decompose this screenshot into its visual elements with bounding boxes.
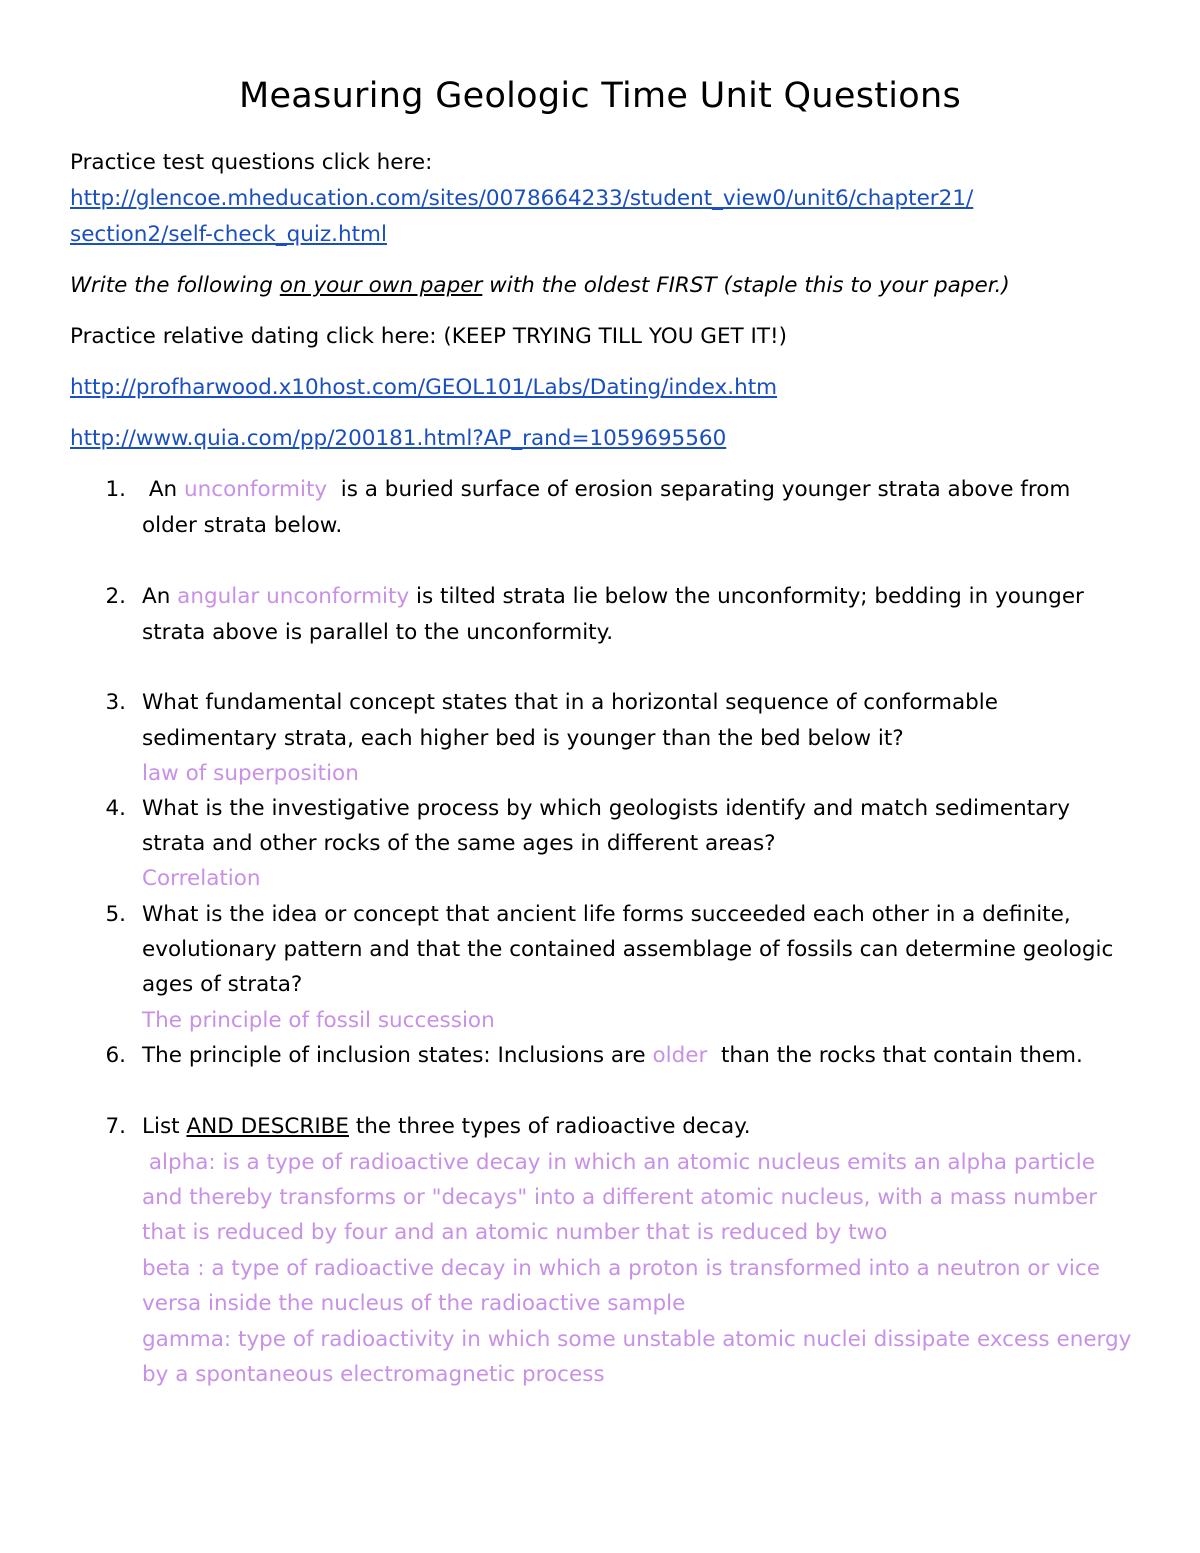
practice-test-link-line2[interactable]: section2/self-check_quiz.html	[70, 222, 387, 247]
q7-answer-line: gamma: type of radioactivity in which some unstable atomic nuclei dissipate excess energy	[142, 1327, 1132, 1352]
question-1-line2: older strata below.	[142, 513, 343, 538]
question-5-line1: What is the idea or concept that ancient life forms succeeded each other in a definite,	[142, 902, 1071, 927]
practice-test-link-line1[interactable]: http://glencoe.mheducation.com/sites/0078664233/student_view0/unit6/chapter21/	[70, 186, 974, 211]
question-number: 6.	[105, 1043, 126, 1068]
question-number: 2.	[105, 584, 126, 609]
q2-post: is tilted strata lie below the unconformity; bedding in younger	[409, 584, 1084, 609]
q1-answer: unconformity	[184, 477, 328, 502]
question-4-line1: What is the investigative process by which geologists identify and match sedimentary	[142, 796, 1070, 821]
question-5-line3: ages of strata?	[142, 972, 303, 997]
question-number: 1.	[105, 477, 126, 502]
question-4-answer: Correlation	[142, 866, 261, 891]
q1-pre: An	[142, 477, 185, 502]
question-2-line1	[142, 584, 1084, 609]
q6-answer: older	[652, 1043, 708, 1068]
q7-answer-line: and thereby transforms or "decays" into a different atomic nucleus, with a mass number	[142, 1185, 1098, 1210]
instruction-post: with the oldest FIRST (staple this to your paper.)	[482, 273, 1010, 298]
quia-link[interactable]: http://www.quia.com/pp/200181.html?AP_rand=1059695560	[70, 426, 727, 451]
question-4-line2: strata and other rocks of the same ages in different areas?	[142, 831, 776, 856]
q2-answer: angular unconformity	[177, 584, 410, 609]
instruction-text	[70, 273, 1010, 298]
q7-answer-line: beta : a type of radioactive decay in which a proton is transformed into a neutron or vice	[142, 1256, 1100, 1281]
question-3-line2: sedimentary strata, each higher bed is younger than the bed below it?	[142, 726, 904, 751]
q7-pre: List	[142, 1114, 187, 1139]
question-number: 3.	[105, 690, 126, 715]
instruction-underlined: on your own paper	[279, 273, 483, 298]
question-number: 7.	[105, 1114, 126, 1139]
practice-test-label: Practice test questions click here:	[70, 150, 433, 175]
question-2-line2: strata above is parallel to the unconformity.	[142, 620, 614, 645]
q7-answer-line: alpha: is a type of radioactive decay in which an atomic nucleus emits an alpha particle	[142, 1150, 1095, 1175]
question-5-answer: The principle of fossil succession	[142, 1008, 495, 1033]
q7-answer-line: that is reduced by four and an atomic number that is reduced by two	[142, 1220, 888, 1245]
q6-pre: The principle of inclusion states: Inclusions are	[142, 1043, 653, 1068]
relative-dating-link[interactable]: http://profharwood.x10host.com/GEOL101/Labs/Dating/index.htm	[70, 375, 778, 400]
q7-answer-line: versa inside the nucleus of the radioactive sample	[142, 1291, 686, 1316]
page-title: Measuring Geologic Time Unit Questions	[238, 76, 962, 116]
q2-pre: An	[142, 584, 178, 609]
instruction-pre: Write the following	[70, 273, 280, 298]
q7-underlined: AND DESCRIBE	[186, 1114, 350, 1139]
question-3-answer: law of superposition	[142, 761, 359, 786]
q6-post: than the rocks that contain them.	[707, 1043, 1083, 1068]
question-1-line1	[142, 477, 1070, 502]
question-7-line1	[142, 1114, 751, 1139]
question-number: 5.	[105, 902, 126, 927]
q1-post: is a buried surface of erosion separating younger strata above from	[327, 477, 1071, 502]
q7-answer-line: by a spontaneous electromagnetic process	[142, 1362, 605, 1387]
question-5-line2: evolutionary pattern and that the contained assemblage of fossils can determine geologic	[142, 937, 1114, 962]
q7-post: the three types of radioactive decay.	[349, 1114, 751, 1139]
relative-dating-label: Practice relative dating click here: (KEEP TRYING TILL YOU GET IT!)	[70, 324, 787, 349]
question-3-line1: What fundamental concept states that in a horizontal sequence of conformable	[142, 690, 999, 715]
question-number: 4.	[105, 796, 126, 821]
question-6-line1	[142, 1043, 1083, 1068]
